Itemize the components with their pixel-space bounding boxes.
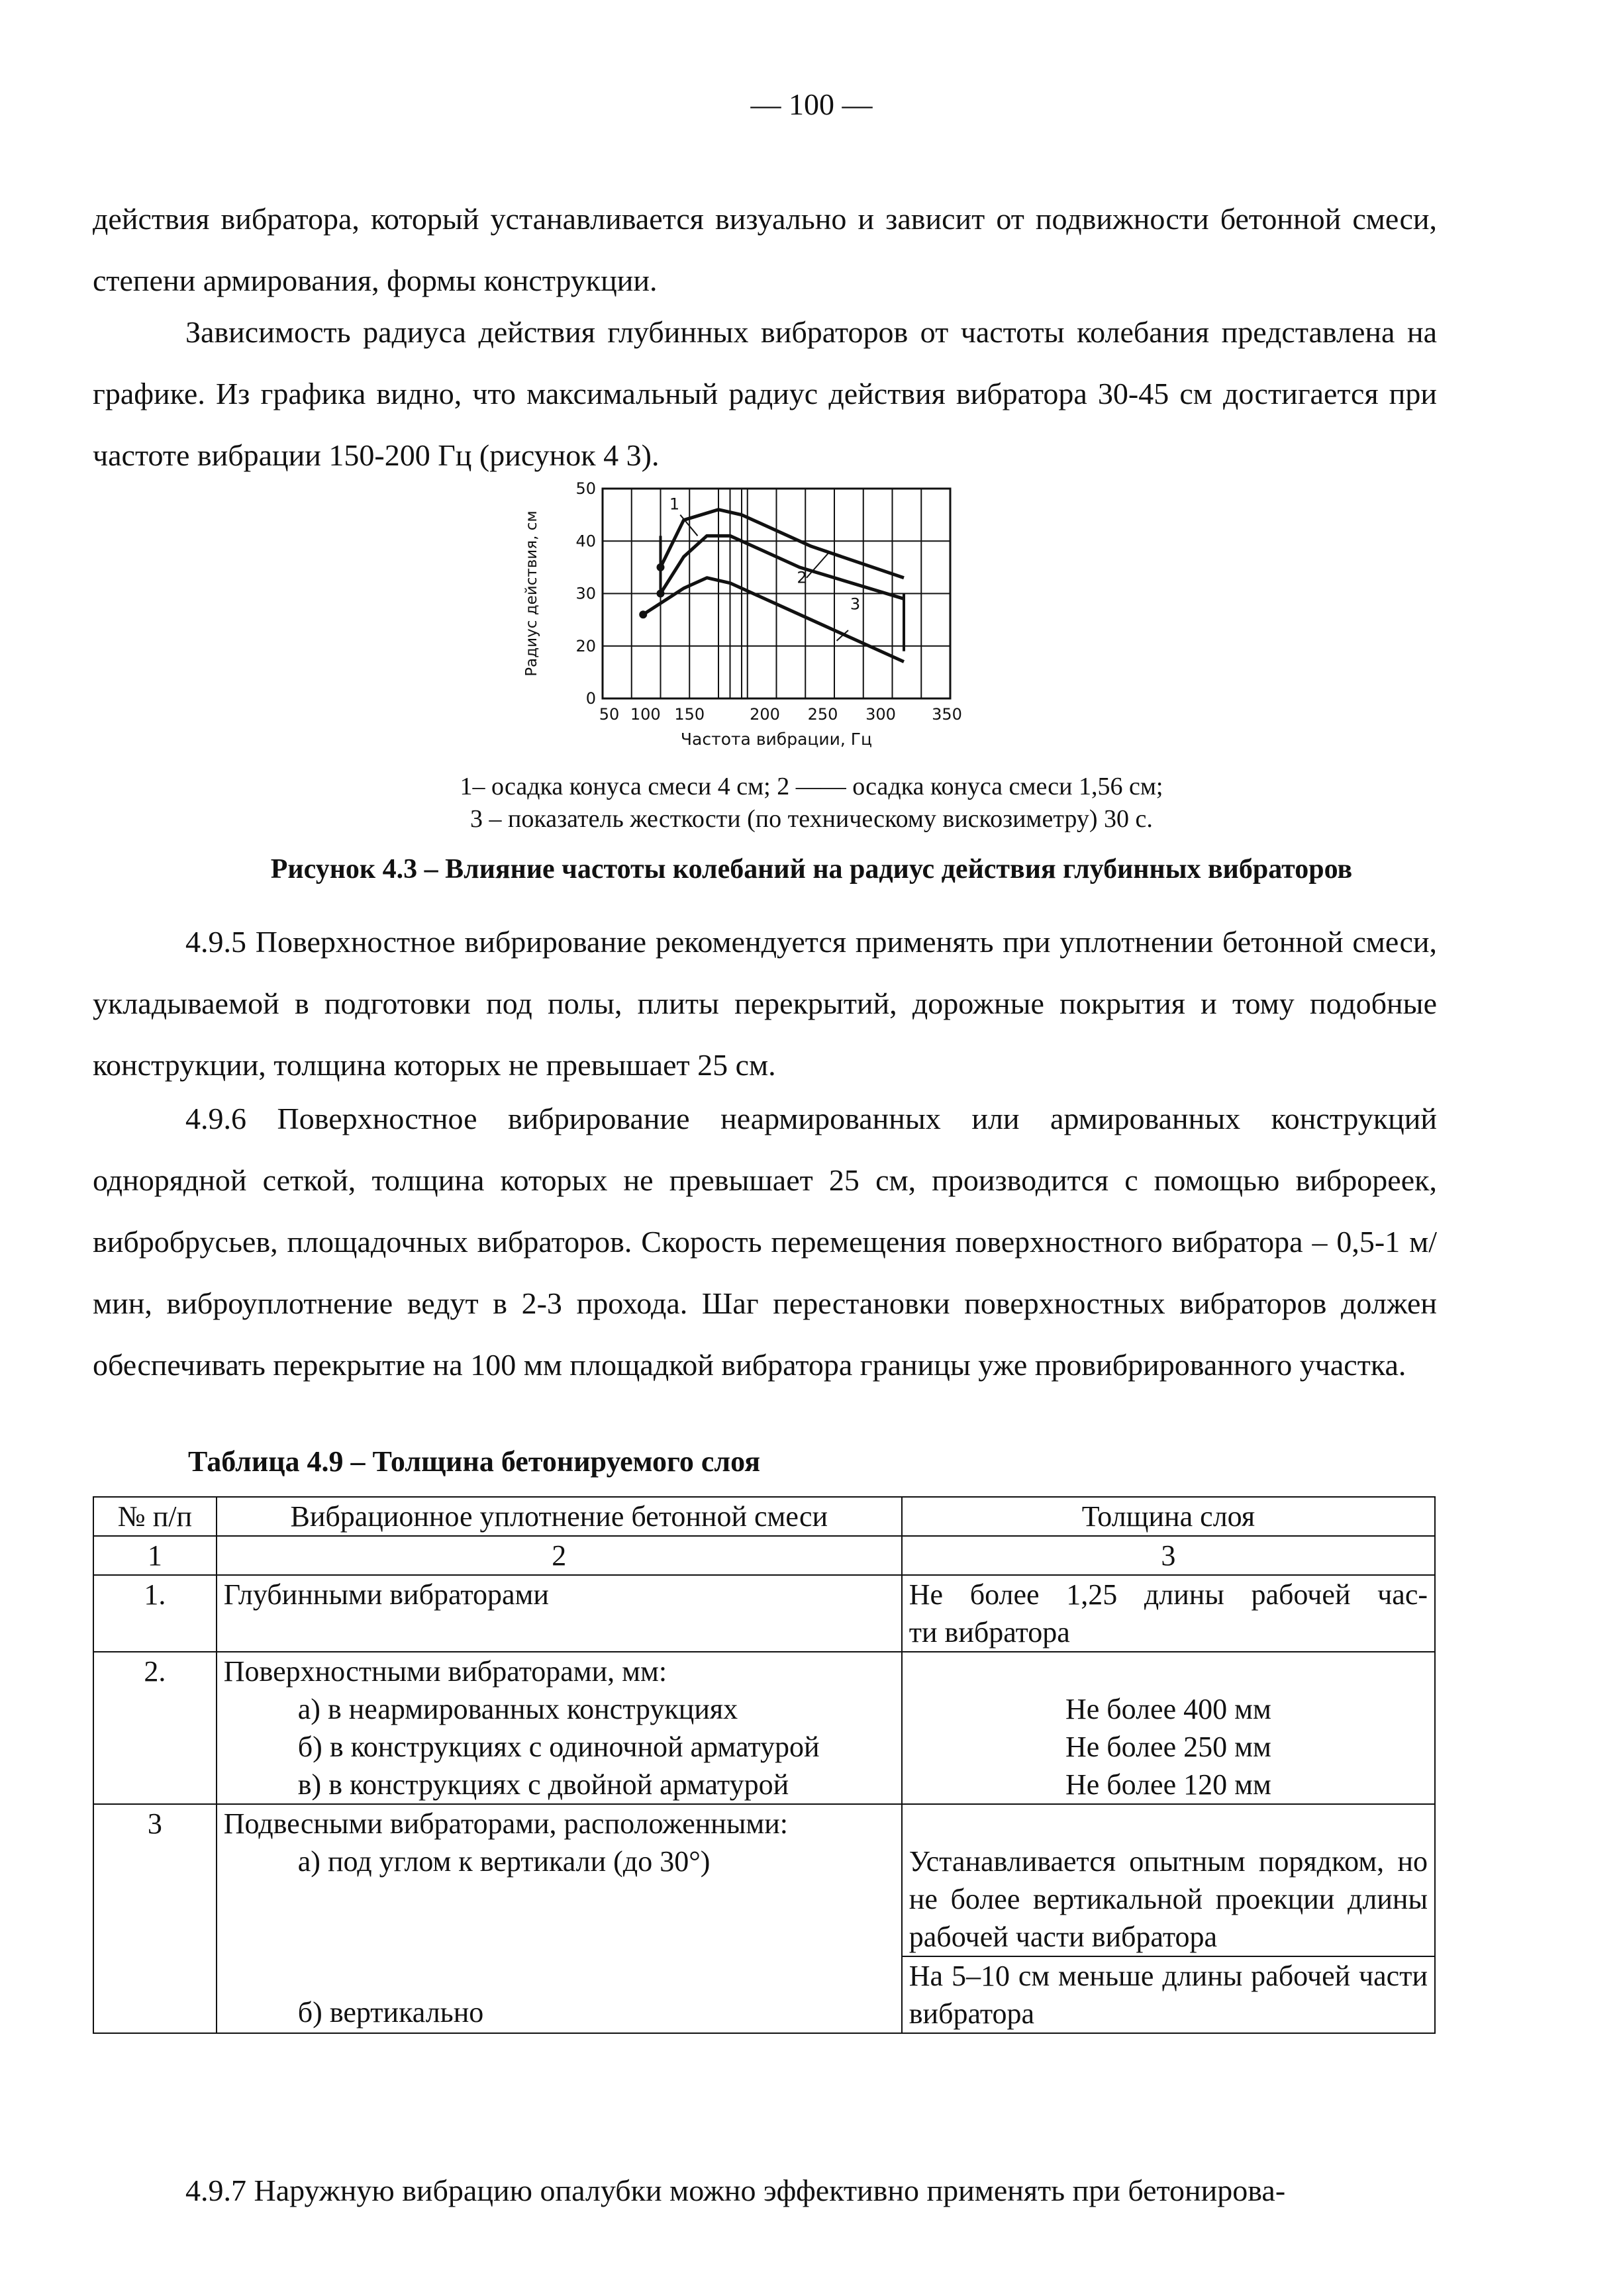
table-title: Таблица 4.9 – Толщина бетонируемого слоя (188, 1445, 761, 1478)
x-tick-label: 50 (599, 705, 620, 724)
thickness-line: ти вибратора (909, 1616, 1070, 1649)
layer-thickness-table (93, 1496, 1436, 2034)
paragraph: 4.9.7 Наружную вибрацию опалубки можно эффективно применять при бетонирова- (185, 2174, 1286, 2207)
figure-caption: Рисунок 4.3 – Влияние частоты колебаний на радиус действия глубинных вибраторов (270, 854, 1353, 885)
header-cell: № п/п (93, 1497, 217, 1536)
chart-legend-line-1: 1– осадка конуса смеси 4 см; 2 —— осадка конуса смеси 1,56 см; (460, 773, 1163, 800)
thickness-value: На 5–10 см меньше длины рабочей части вибратора (909, 1960, 1428, 2030)
thickness-cell (902, 1804, 1435, 2033)
paragraph: 4.9.6 Поверхностное вибрирование неармированных или армированных конструкций однорядной сеткой, толщина которых не превышает 25 см, производится с помощью виброреек, вибробрусьев, площадочных вибраторов. Скорость перемещения поверхностного вибратора – 0,5-1 м/мин, виброуплотнение ведут в 2-3 прохода. Шаг перестановки поверхностных вибраторов должен обеспечивать перекрытие на 100 мм площадкой вибратора границы уже провибрированного участка. (93, 1102, 1437, 1382)
method-cell (217, 1652, 902, 1804)
paragraph: Зависимость радиуса действия глубинных вибраторов от частоты колебания представлена на графике. Из графика видно, что максимальный радиус действия вибратора 30-45 см достигается при частоте вибрации 150-200 Гц (рисунок 4 3). (93, 315, 1437, 472)
table-row (93, 1804, 1435, 2033)
method-cell: Глубинными вибраторами (217, 1575, 902, 1652)
x-tick-label: 300 (865, 705, 896, 724)
row-number: 1. (93, 1575, 217, 1652)
series-point-3 (639, 610, 647, 618)
method-subitem: а) в неармированных конструкциях (297, 1693, 738, 1725)
chart-legend-line-2: 3 – показатель жесткости (по техническому вискозиметру) 30 с. (470, 805, 1153, 833)
numbering-cell: 2 (217, 1536, 902, 1575)
method-subitem: б) вертикально (297, 1996, 484, 2029)
x-tick-label: 250 (807, 705, 838, 724)
method-cell (217, 1804, 902, 2033)
header-cell: Толщина слоя (902, 1497, 1435, 1536)
y-tick-label: 50 (575, 479, 596, 498)
radius-frequency-chart (516, 477, 980, 755)
y-tick-label: 30 (575, 584, 596, 603)
curve-label: 1 (669, 495, 680, 514)
method-title: Подвесными вибраторами, расположенными: (223, 1807, 789, 1840)
header-cell: Вибрационное уплотнение бетонной смеси (217, 1497, 902, 1536)
x-axis-title: Частота вибрации, Гц (680, 730, 873, 749)
series-line-3 (643, 578, 904, 662)
row-number: 2. (93, 1652, 217, 1804)
row-number: 3 (93, 1804, 217, 2033)
x-tick-label: 200 (750, 705, 780, 724)
thickness-value: Не более 250 мм (1065, 1731, 1271, 1763)
curve-label: 2 (797, 568, 807, 587)
method-title: Поверхностными вибраторами, мм: (223, 1655, 667, 1688)
thickness-value: Не более 400 мм (1065, 1693, 1271, 1725)
thickness-value: Устанавливается опытным порядком, но не более вертикальной проекции длины рабочей части вибратора (903, 1842, 1434, 1957)
numbering-cell: 1 (93, 1536, 217, 1575)
method-subitem: а) под углом к вертикали (до 30°) (297, 1845, 711, 1878)
y-axis-title: Радиус действия, см (523, 510, 540, 677)
y-tick-label: 20 (575, 636, 596, 655)
page-number: — 100 — (750, 87, 873, 121)
x-tick-label: 100 (630, 705, 661, 724)
table-header-row (93, 1497, 1435, 1536)
method-subitem: в) в конструкциях с двойной арматурой (297, 1768, 789, 1801)
thickness-line: Не более 1,25 длины рабочей час- (909, 1578, 1428, 1611)
paragraph: действия вибратора, который устанавливается визуально и зависит от подвижности бетонной смеси, степени армирования, формы конструкции. (93, 202, 1437, 297)
paragraph: 4.9.5 Поверхностное вибрирование рекомендуется применять при уплотнении бетонной смеси, укладываемой в подготовки под полы, плиты перекрытий, дорожные покрытия и тому подобные конструкции, толщина которых не превышает 25 см. (93, 925, 1437, 1082)
chart-figure (516, 477, 980, 755)
thickness-value: Не более 120 мм (1065, 1768, 1271, 1801)
x-tick-label: 350 (932, 705, 962, 724)
method-subitem: б) в конструкциях с одиночной арматурой (297, 1731, 820, 1763)
curve-label: 3 (850, 595, 861, 614)
thickness-cell (902, 1652, 1435, 1804)
table-numbering-row (93, 1536, 1435, 1575)
table-row (93, 1652, 1435, 1804)
y-tick-label: 0 (585, 689, 596, 708)
series-line-2 (661, 536, 905, 598)
thickness-cell (902, 1575, 1435, 1652)
y-tick-label: 40 (575, 532, 596, 551)
table-row (93, 1575, 1435, 1652)
numbering-cell: 3 (902, 1536, 1435, 1575)
x-tick-label: 150 (674, 705, 705, 724)
